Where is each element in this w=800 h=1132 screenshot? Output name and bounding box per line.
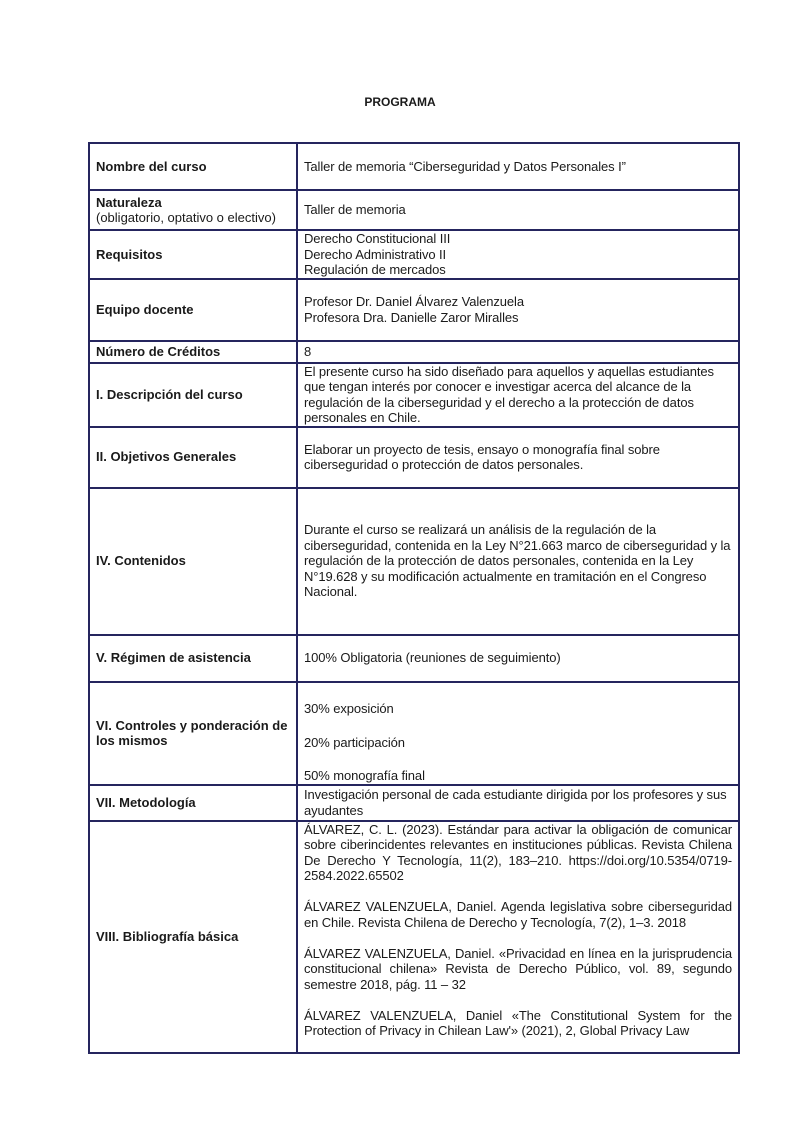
value: 100% Obligatoria (reuniones de seguimiento): [297, 635, 739, 682]
label: VII. Metodología: [89, 785, 297, 821]
value: [297, 230, 739, 279]
row-creditos: [89, 341, 739, 363]
row-requisitos: [89, 230, 739, 279]
row-objetivos: [89, 427, 739, 488]
label: IV. Contenidos: [89, 488, 297, 635]
bibliography-entry: ÁLVAREZ, C. L. (2023). Estándar para activar la obligación de comunicar sobre ciberincidentes relevantes en instituciones públicas. Revista Chilena De Derecho Y Tecnología, 11(2), 183–210. https://doi.org/10.5354/0719-2584.2022.65502: [304, 821, 732, 883]
bibliography-entry: ÁLVAREZ VALENZUELA, Daniel. «Privacidad en línea en la jurisprudencia constitucional chilena» Revista de Derecho Público, vol. 89, segundo semestre 2018, pág. 11 – 32: [304, 945, 732, 992]
label: VI. Controles y ponderación de los mismos: [89, 682, 297, 785]
row-asistencia: [89, 635, 739, 682]
control: 50% monografía final: [304, 768, 425, 783]
value: Taller de memoria: [297, 190, 739, 230]
row-nombre: [89, 143, 739, 190]
label: Número de Créditos: [89, 341, 297, 363]
value: [297, 279, 739, 341]
docente: Profesora Dra. Danielle Zaror Miralles: [304, 309, 519, 325]
bibliography-entry: ÁLVAREZ VALENZUELA, Daniel. Agenda legislativa sobre ciberseguridad en Chile. Revista Chilena de Derecho y Tecnología, 7(2), 1–3. 2018: [304, 899, 732, 930]
control: 20% participación: [304, 734, 405, 750]
label: Equipo docente: [89, 279, 297, 341]
row-bibliografia: [89, 821, 739, 1053]
row-contenidos: [89, 488, 739, 635]
label: Requisitos: [89, 230, 297, 279]
label: II. Objetivos Generales: [89, 427, 297, 488]
docente: Profesor Dr. Daniel Álvarez Valenzuela: [304, 294, 524, 309]
row-descripcion: [89, 363, 739, 427]
value: El presente curso ha sido diseñado para aquellos y aquellas estudiantes que tengan interés por conocer e investigar acerca del alcance de la regulación de la ciberseguridad y el derecho a la protección de datos personales en Chile.: [297, 363, 739, 427]
value: [297, 821, 739, 1053]
bibliography-entry: ÁLVAREZ VALENZUELA, Daniel «The Constitutional System for the Protection of Privacy in Chilean Law'» (2021), 2, Global Privacy Law: [304, 1007, 732, 1038]
label: I. Descripción del curso: [89, 363, 297, 427]
label: V. Régimen de asistencia: [89, 635, 297, 682]
label: VIII. Bibliografía básica: [89, 821, 297, 1053]
course-program-table: [88, 142, 740, 1054]
row-metodologia: [89, 785, 739, 821]
label: Nombre del curso: [89, 143, 297, 190]
control: 30% exposición: [304, 701, 394, 716]
value: 8: [297, 341, 739, 363]
value: Investigación personal de cada estudiante dirigida por los profesores y sus ayudantes: [297, 785, 739, 821]
requisito: Derecho Constitucional III: [304, 231, 451, 246]
value: Elaborar un proyecto de tesis, ensayo o monografía final sobre ciberseguridad o protección de datos personales.: [297, 427, 739, 488]
row-naturaleza: [89, 190, 739, 230]
value: Taller de memoria “Ciberseguridad y Datos Personales I”: [297, 143, 739, 190]
label: [89, 190, 297, 230]
row-equipo: [89, 279, 739, 341]
page-title: PROGRAMA: [364, 95, 436, 109]
sublabel: (obligatorio, optativo o electivo): [96, 210, 276, 225]
value: Durante el curso se realizará un análisis de la regulación de la ciberseguridad, contenida en la Ley N°21.663 marco de ciberseguridad y la regulación de la protección de datos personales, contenida en la Ley N°19.628 y su modificación actualmente en tramitación en el Congreso Nacional.: [297, 488, 739, 635]
row-controles: [89, 682, 739, 785]
requisito: Derecho Administrativo II: [304, 246, 447, 262]
requisito: Regulación de mercados: [304, 262, 446, 277]
value: [297, 682, 739, 785]
label-text: Naturaleza: [96, 194, 162, 210]
